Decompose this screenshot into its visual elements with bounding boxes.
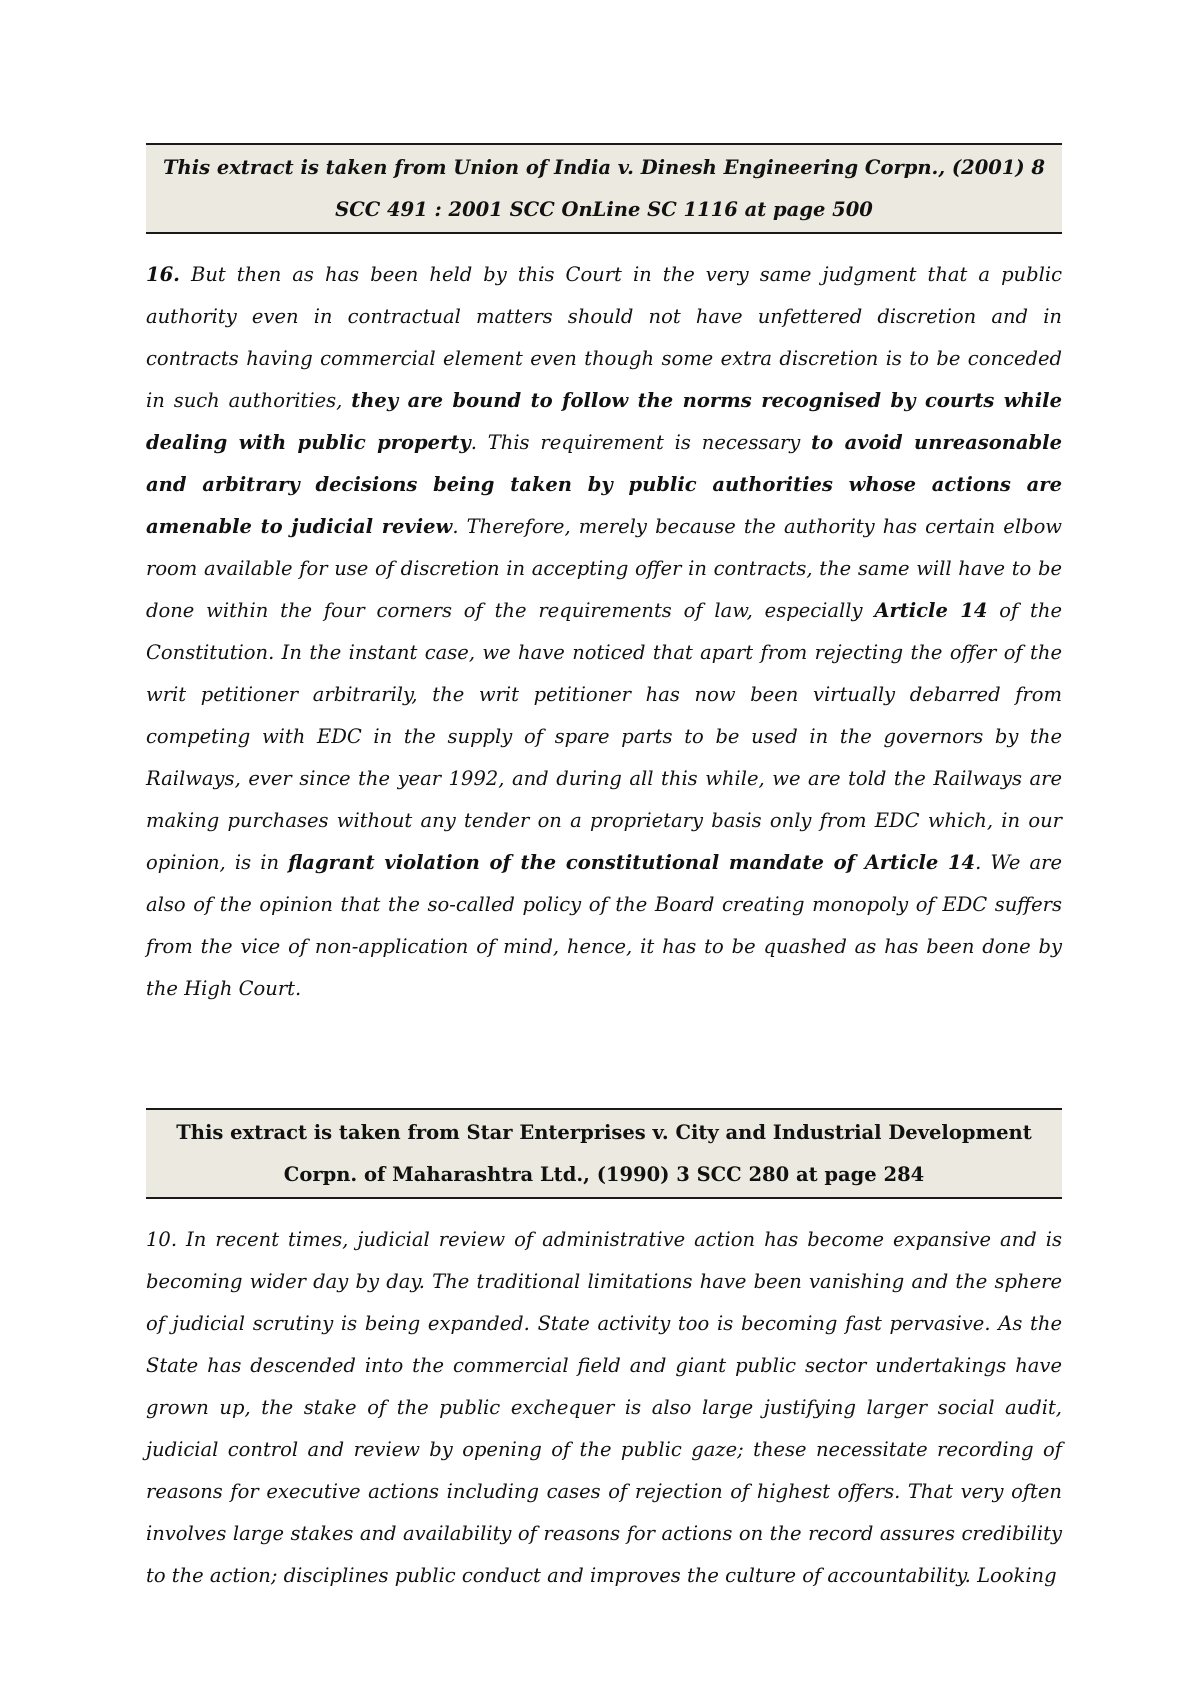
citation-text-2: This extract is taken from Star Enterprises v. City and Industrial Development Corpn. of Maharashtra Ltd., (1990) 3 SCC 280 at page 284 [176,1120,1032,1186]
bold-emphasis: to avoid unreasonable and arbitrary decisions being taken by public authorities whose actions are amenable to judicial review [146,431,1062,538]
document-page [146,143,1062,1616]
extract-paragraph-10 [146,1219,1062,1597]
bold-emphasis: they are bound to follow the norms recognised by courts while dealing with public property [146,389,1062,454]
paragraph-text: . Therefore, merely because the authority has certain elbow room available for use of discretion in accepting offer in contracts, the same will have to be done within the four corners of the requirements of law, especially [146,515,1062,622]
bold-emphasis: Article 14 [874,599,988,622]
bold-emphasis: flagrant violation of the constitutional mandate of Article 14 [288,851,976,874]
citation-box-2 [146,1108,1062,1199]
section-spacer [146,1030,1062,1108]
paragraph-text: . We are also of the opinion that the so-called policy of the Board creating monopoly of EDC suffers from the vice of non-application of mind, hence, it has to be quashed as has been done by the High Court. [146,851,1062,1000]
extract-paragraph-16 [146,254,1062,1010]
paragraph-text: 10. In recent times, judicial review of administrative action has become expansive and is becoming wider day by day. The traditional limitations have been vanishing and the sphere of judicial scrutiny is being expanded. State activity too is becoming fast pervasive. As the State has descended into the commercial field and giant public sector undertakings have grown up, the stake of the public exchequer is also large justifying larger social audit, judicial control and review by opening of the public gaze; these necessitate recording of reasons for executive actions including cases of rejection of highest offers. That very often involves large stakes and availability of reasons for actions on the record assures credibility to the action; disciplines public conduct and improves the culture of accountability. Looking [146,1227,1062,1587]
citation-text-1: This extract is taken from Union of India v. Dinesh Engineering Corpn., (2001) 8 SCC 491 : 2001 SCC OnLine SC 1116 at page 500 [163,156,1045,221]
paragraph-text: But then as has been held by this Court in the very same judgment that a public authority even in contractual matters should not have unfettered discretion and in contracts having commercial element even though some extra discretion is to be conceded in such authorities, [146,263,1062,412]
paragraph-number: 16. [146,263,180,286]
paragraph-text: . This requirement is necessary [470,431,812,454]
paragraph-text: of the Constitution. In the instant case, we have noticed that apart from rejecting the offer of the writ petitioner arbitrarily, the writ petitioner has now been virtually debarred from competing with EDC in the supply of spare parts to be used in the governors by the Railways, ever since the year 1992, and during all this while, we are told the Railways are making purchases without any tender on a proprietary basis only from EDC which, in our opinion, is in [146,599,1062,874]
citation-box-1 [146,143,1062,234]
